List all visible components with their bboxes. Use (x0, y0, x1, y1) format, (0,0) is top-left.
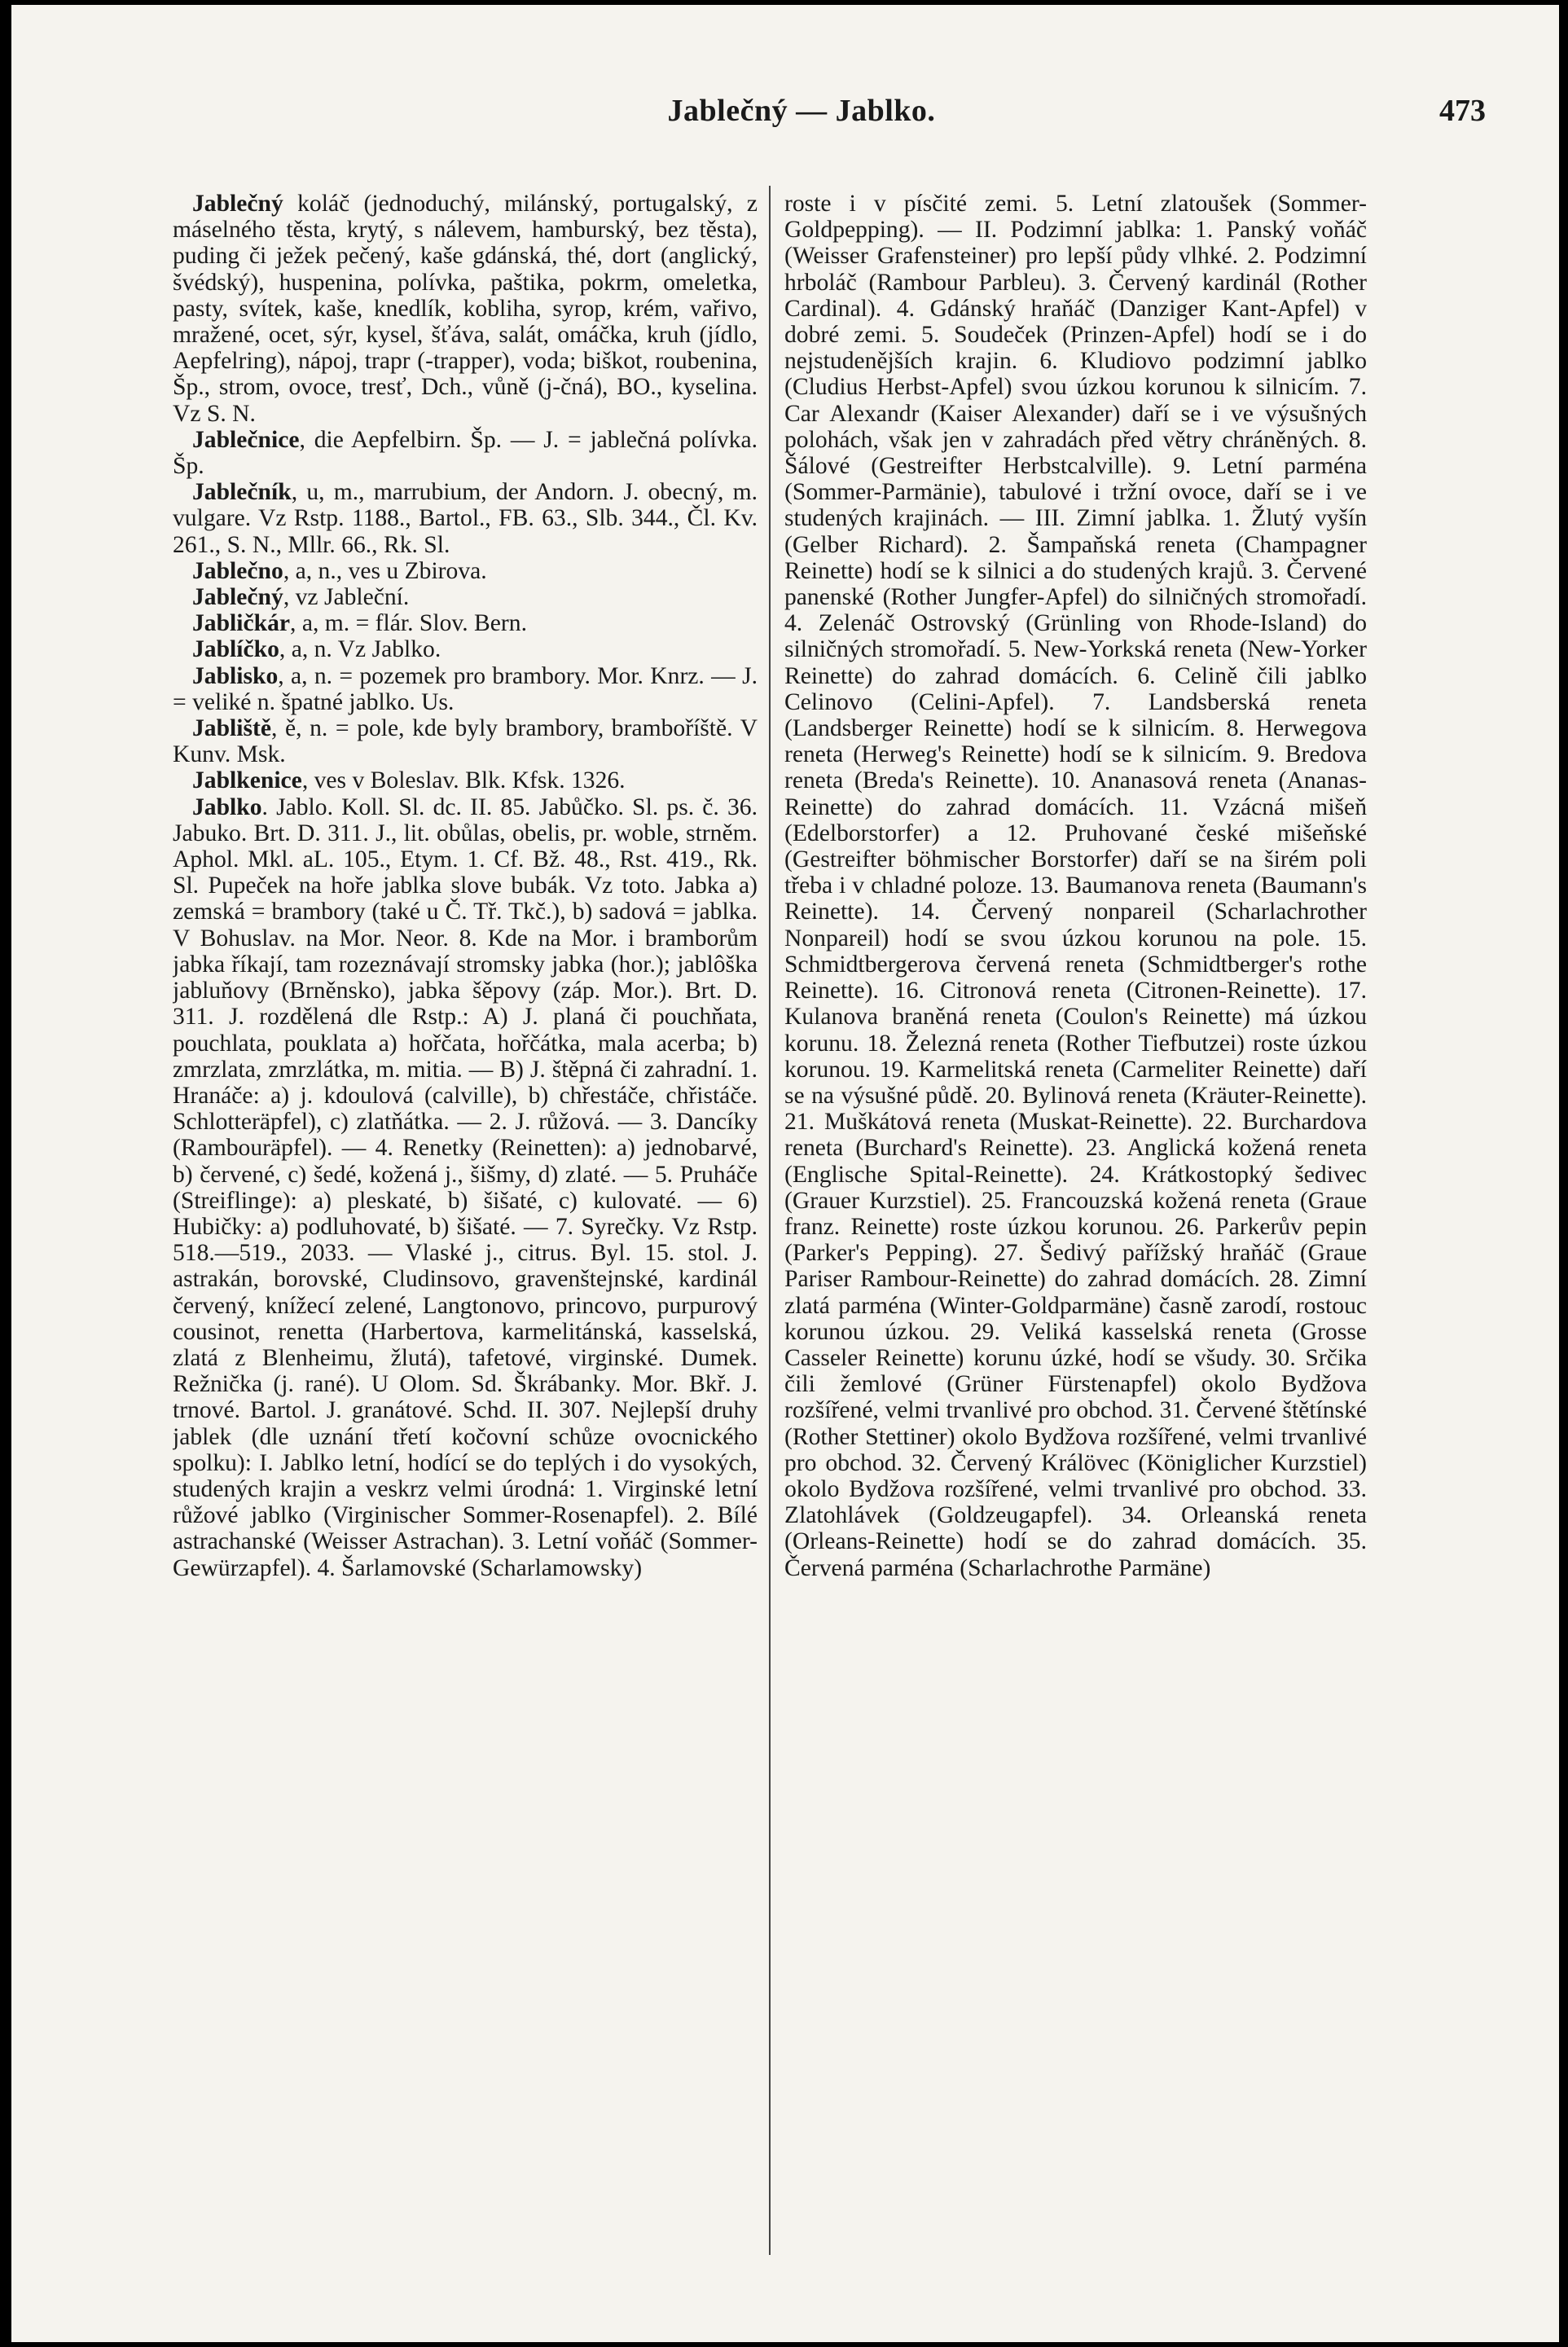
headword: Jablečný (192, 584, 283, 611)
page-number: 473 (1439, 94, 1486, 128)
entry-text: , ves v Boleslav. Blk. Kfsk. 1326. (301, 767, 626, 794)
page-header (11, 93, 1559, 142)
dictionary-entry (173, 427, 758, 479)
headword: Jablko (192, 793, 262, 820)
dictionary-entry (173, 636, 758, 662)
headword: Jabličkár (192, 610, 291, 637)
headword: Jabliště (192, 715, 272, 742)
headword: Jablíčko (192, 636, 279, 663)
dictionary-entry (173, 558, 758, 584)
left-column (173, 191, 758, 2256)
right-column (784, 191, 1367, 2256)
entry-continuation: roste i v písčité zemi. 5. Letní zlatoušek (Sommer-Goldpepping). — II. Podzimní jablka: 1. Panský voňáč (Weisser Grafensteiner) pro lepší půdy vlhké. 2. Podzimní hrboláč (Rambour Parbleu). 3. Červený kardinál (Rother Cardinal). 4. Gdánský hraňáč (Danziger Kant-Apfel) v dobré zemi. 5. Soudeček (Prinzen-Apfel) hodí se i do nejstudenějších krajin. 6. Kludiovo podzimní jablko (Cludius Herbst-Apfel) svou úzkou korunou k silnicím. 7. Car Alexandr (Kaiser Alexander) daří se i ve výsušných polohách, však jen v zahradách před větry chráněných. 8. Šálové (Gestreifter Herbstcalville). 9. Letní parména (Sommer-Parmänie), tabulové i tržní ovoce, daří se i ve studených krajinách. — III. Zimní jablka. 1. Žlutý vyšín (Gelber Richard). 2. Šampaňská reneta (Champagner Reinette) hodí se k silnici a do studených krajů. 3. Červené panenské (Rother Jungfer-Apfel) do silničných stromořadí. 4. Zelenáč Ostrovský (Grünling von Rhode-Island) do silničných stromořadí. 5. New-Yorkská reneta (New-Yorker Reinette) do zahrad domácích. 6. Celině čili jablko Celinovo (Celini-Apfel). 7. Landsberská reneta (Landsberger Reinette) hodí se k silnicím. 8. Herwegova reneta (Herweg's Reinette) hodí se k silnicím. 9. Bredova reneta (Breda's Reinette). 10. Ananasová reneta (Ananas-Reinette) do zahrad domácích. 11. Vzácná mišeň (Edelborstorfer) a 12. Pruhované české mišeňské (Gestreifter böhmischer Borstorfer) daří se na širém poli třeba i v chladné poloze. 13. Baumanova reneta (Baumann's Reinette). 14. Červený nonpareil (Scharlachrother Nonpareil) hodí se svou úzkou korunou na pole. 15. Schmidtbergerova červená reneta (Schmidtberger's rothe Reinette). 16. Citronová reneta (Citronen-Reinette). 17. Kulanova braněná reneta (Coulon's Reinette) má úzkou korunu. 18. Železná reneta (Rother Tiefbutzei) roste úzkou korunou. 19. Karmelitská reneta (Carmeliter Reinette) daří se na výsušné půdě. 20. Bylinová reneta (Kräuter-Reinette). 21. Muškátová reneta (Muskat-Reinette). 22. Burchardova reneta (Burchard's Reinette). 23. Anglická kožená reneta (Englische Spital-Reinette). 24. Krátkostopký šedivec (Grauer Kurzstiel). 25. Francouzská kožená reneta (Graue franz. Reinette) roste úzkou korunou. 26. Parkerův pepin (Parker's Pepping). 27. Šedivý pařížský hraňáč (Graue Pariser Rambour-Reinette) do zahrad domácích. 28. Zimní zlatá parména (Winter-Goldparmäne) časně zarodí, rostouc korunou úzkou. 29. Veliká kasselská reneta (Grosse Casseler Reinette) korunu úzké, hodí se všudy. 30. Srčika čili žemlové (Grüner Fürstenapfel) okolo Bydžova rozšířené, velmi trvanlivé pro obchod. 31. Červené štětínské (Rother Stettiner) okolo Bydžova rozšířené, velmi trvanlivé pro obchod. 32. Červený Králövec (Königlicher Kurzstiel) okolo Bydžova rozšířené, velmi trvanlivé pro obchod. 33. Zlatohlávek (Goldzeugapfel). 34. Orleanská reneta (Orleans-Reinette) hodí se do zahrad domácích. 35. Červená parména (Scharlachrothe Parmäne) (784, 191, 1367, 1581)
entry-text: , vz Jableční. (283, 584, 410, 611)
headword: Jablečno (192, 557, 283, 584)
entry-text: , a, m. = flár. Slov. Bern. (290, 610, 527, 637)
dictionary-page (11, 5, 1559, 2342)
dictionary-entry (173, 584, 758, 610)
dictionary-entry (173, 715, 758, 767)
dictionary-entry (173, 610, 758, 636)
dictionary-entry (173, 767, 758, 793)
entry-text: , ě, n. = pole, kde byly brambory, bramboříště. V Kunv. Msk. (173, 715, 758, 768)
running-head: Jablečný — Jablko. (667, 94, 936, 128)
dictionary-entry (173, 663, 758, 715)
entry-text: , a, n., ves u Zbirova. (283, 557, 487, 584)
entry-text: , a, n. Vz Jablko. (279, 636, 441, 663)
entry-text: , die Aepfelbirn. Šp. — J. = jablečná polívka. Šp. (173, 426, 758, 480)
dictionary-entry (173, 794, 758, 1581)
headword: Jablečný (192, 191, 283, 217)
dictionary-entry (173, 191, 758, 427)
entry-text: , u, m., marrubium, der Andorn. J. obecný, m. vulgare. Vz Rstp. 1188., Bartol., FB. 63., Slb. 344., Čl. Kv. 261., S. N., Mllr. 66., Rk. Sl. (173, 479, 758, 558)
headword: Jablkenice (192, 767, 302, 794)
headword: Jablečník (192, 479, 292, 506)
dictionary-entry (173, 479, 758, 558)
headword: Jablečnice (192, 426, 300, 453)
column-divider (769, 186, 771, 2255)
entry-text: . Jablo. Koll. Sl. dc. II. 85. Jabůčko. Sl. ps. č. 36. Jabuko. Brt. D. 311. J., lit. obůlas, obelis, pr. woble, strněm. Aphol. Mkl. aL. 105., Etym. 1. Cf. Bž. 48., Rst. 419., Rk. Sl. Pupeček na hoře jablka slove bubák. Vz toto. Jabka a) zemská = brambory (také u Č. Tř. Tkč.), b) sadová = jablka. V Bohuslav. na Mor. Neor. 8. Kde na Mor. i bramborům jabka říkají, tam rozeznávají stromsky jabka (hor.); jablôška jabluňovy (Brněnsko), jabka šěpovy (záp. Mor.). Brt. D. 311. J. rozdělená dle Rstp.: A) J. planá či pouchňata, pouchlata, pouklata a) hořčata, hořčátka, mala acerba; b) zmrzlata, zmrzlátka, m. mitia. — B) J. štěpná či zahradní. 1. Hranáče: a) j. kdoulová (calville), b) chřestáče, chřistáče. Schlotteräpfel), c) zlatňátka. — 2. J. růžová. — 3. Dancíky (Rambouräpfel). — 4. Renetky (Reinetten): a) jednobarvé, b) červené, c) šedé, kožená j., šišmy, d) zlaté. — 5. Pruháče (Streiflinge): a) pleskaté, b) šišaté, c) kulovaté. — 6) Hubičky: a) podluhovaté, b) šišaté. — 7. Syrečky. Vz Rstp. 518.—519., 2033. — Vlaské j., citrus. Byl. 15. stol. J. astrakán, borovské, Cludinsovo, gravenštejnské, kardinál červený, knížecí zelené, Langtonovo, princovo, purpurový cousinot, renetta (Harbertova, karmelitánská, kasselská, zlatá z Blenheimu, žlutá), tafetové, virginské. Dumek. Režnička (j. rané). U Olom. Sd. Škrábanky. Mor. Bkř. J. trnové. Bartol. J. granátové. Schd. II. 307. Nejlepší druhy jablek (dle uznání třetí kočovní schůze ovocnického spolku): I. Jablko letní, hodící se do teplých i do vysokých, studených krajin a veskrz velmi úrodná: 1. Virginské letní růžové jablko (Virginischer Sommer-Rosenapfel). 2. Bílé astrachanské (Weisser Astrachan). 3. Letní voňáč (Sommer-Gewürzapfel). 4. Šarlamovské (Scharlamowsky) (173, 793, 758, 1581)
headword: Jablisko (192, 662, 279, 689)
entry-text: , a, n. = pozemek pro brambory. Mor. Knrz. — J. = veliké n. špatné jablko. Us. (173, 662, 758, 715)
entry-text: koláč (jednoduchý, milánský, portugalský, z máselného těsta, krytý, s nálevem, hamburský, bez těsta), puding či ježek pečený, kaše gdánská, thé, dort (anglický, švédský), huspenina, polívka, paštika, pokrm, omeletka, pasty, svítek, kaše, knedlík, kobliha, syrop, krém, vařivo, mražené, ocet, sýr, kysel, šťáva, salát, omáčka, kruh (jídlo, Aepfelring), nápoj, trapr (-trapper), voda; biškot, roubenina, Šp., strom, ovoce, tresť, Dch., vůně (j-čná), BO., kyselina. Vz S. N. (173, 191, 758, 427)
